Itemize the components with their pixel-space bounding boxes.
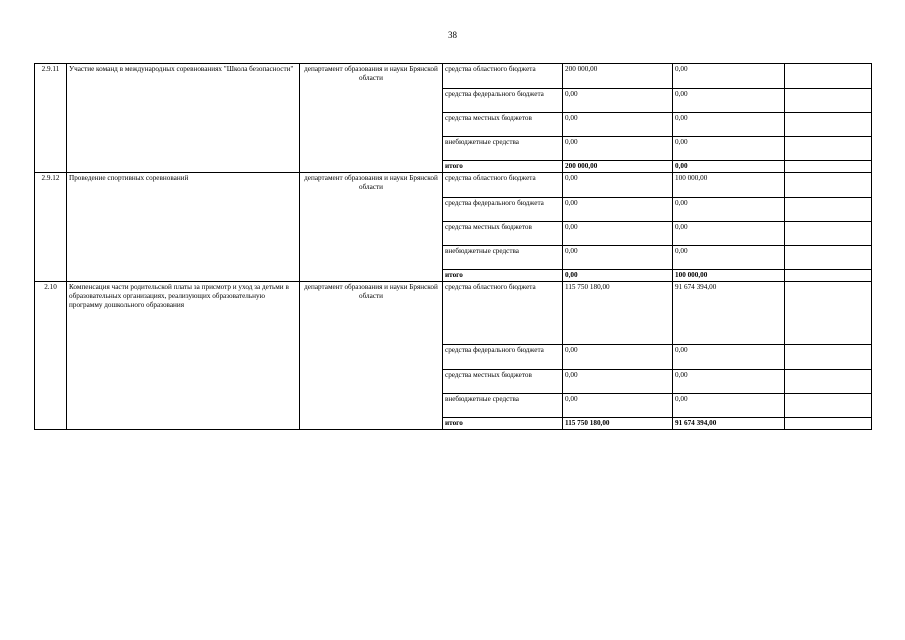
budget-table — [34, 63, 872, 430]
value-1: 0,00 — [563, 173, 673, 198]
total-label: итого — [443, 161, 563, 173]
table-row — [35, 173, 872, 198]
empty-cell — [785, 418, 872, 430]
value-1: 0,00 — [563, 345, 673, 370]
total-value-1: 115 750 180,00 — [563, 418, 673, 430]
section-number: 2.9.11 — [35, 64, 67, 173]
value-2: 0,00 — [673, 394, 785, 418]
total-value-2: 100 000,00 — [673, 270, 785, 282]
value-2: 100 000,00 — [673, 173, 785, 198]
empty-cell — [785, 246, 872, 270]
value-1: 0,00 — [563, 137, 673, 161]
value-2: 0,00 — [673, 198, 785, 222]
empty-cell — [785, 64, 872, 89]
funding-source: средства областного бюджета — [443, 64, 563, 89]
section-department: департамент образования и науки Брянской области — [300, 173, 443, 282]
funding-source: внебюджетные средства — [443, 137, 563, 161]
empty-cell — [785, 222, 872, 246]
empty-cell — [785, 161, 872, 173]
funding-source: средства областного бюджета — [443, 282, 563, 345]
empty-cell — [785, 394, 872, 418]
funding-source: внебюджетные средства — [443, 246, 563, 270]
funding-source: средства местных бюджетов — [443, 222, 563, 246]
value-1: 200 000,00 — [563, 64, 673, 89]
funding-source: средства местных бюджетов — [443, 113, 563, 137]
value-1: 0,00 — [563, 222, 673, 246]
funding-source: средства федерального бюджета — [443, 345, 563, 370]
section-title: Компенсация части родительской платы за присмотр и уход за детьми в образовательных организациях, реализующих образовательную программу дошкольного образования — [67, 282, 300, 430]
section-title: Участие команд в международных соревнованиях "Школа безопасности" — [67, 64, 300, 173]
empty-cell — [785, 345, 872, 370]
value-1: 0,00 — [563, 89, 673, 113]
funding-source: средства федерального бюджета — [443, 198, 563, 222]
funding-source: средства областного бюджета — [443, 173, 563, 198]
empty-cell — [785, 282, 872, 345]
value-1: 0,00 — [563, 198, 673, 222]
value-1: 115 750 180,00 — [563, 282, 673, 345]
value-2: 0,00 — [673, 246, 785, 270]
empty-cell — [785, 89, 872, 113]
funding-source: внебюджетные средства — [443, 394, 563, 418]
value-1: 0,00 — [563, 113, 673, 137]
total-label: итого — [443, 270, 563, 282]
table-row — [35, 64, 872, 89]
value-2: 0,00 — [673, 137, 785, 161]
value-2: 0,00 — [673, 370, 785, 394]
value-2: 0,00 — [673, 89, 785, 113]
value-2: 0,00 — [673, 222, 785, 246]
section-number: 2.10 — [35, 282, 67, 430]
total-value-1: 200 000,00 — [563, 161, 673, 173]
funding-source: средства федерального бюджета — [443, 89, 563, 113]
empty-cell — [785, 113, 872, 137]
total-label: итого — [443, 418, 563, 430]
value-2: 91 674 394,00 — [673, 282, 785, 345]
empty-cell — [785, 198, 872, 222]
value-2: 0,00 — [673, 64, 785, 89]
section-number: 2.9.12 — [35, 173, 67, 282]
empty-cell — [785, 370, 872, 394]
table-row — [35, 282, 872, 345]
empty-cell — [785, 270, 872, 282]
value-2: 0,00 — [673, 345, 785, 370]
total-value-2: 91 674 394,00 — [673, 418, 785, 430]
total-value-2: 0,00 — [673, 161, 785, 173]
funding-source: средства местных бюджетов — [443, 370, 563, 394]
value-1: 0,00 — [563, 394, 673, 418]
value-1: 0,00 — [563, 370, 673, 394]
value-1: 0,00 — [563, 246, 673, 270]
empty-cell — [785, 173, 872, 198]
section-department: департамент образования и науки Брянской области — [300, 282, 443, 430]
page-number: 38 — [448, 30, 457, 40]
section-title: Проведение спортивных соревнований — [67, 173, 300, 282]
empty-cell — [785, 137, 872, 161]
value-2: 0,00 — [673, 113, 785, 137]
total-value-1: 0,00 — [563, 270, 673, 282]
section-department: департамент образования и науки Брянской области — [300, 64, 443, 173]
